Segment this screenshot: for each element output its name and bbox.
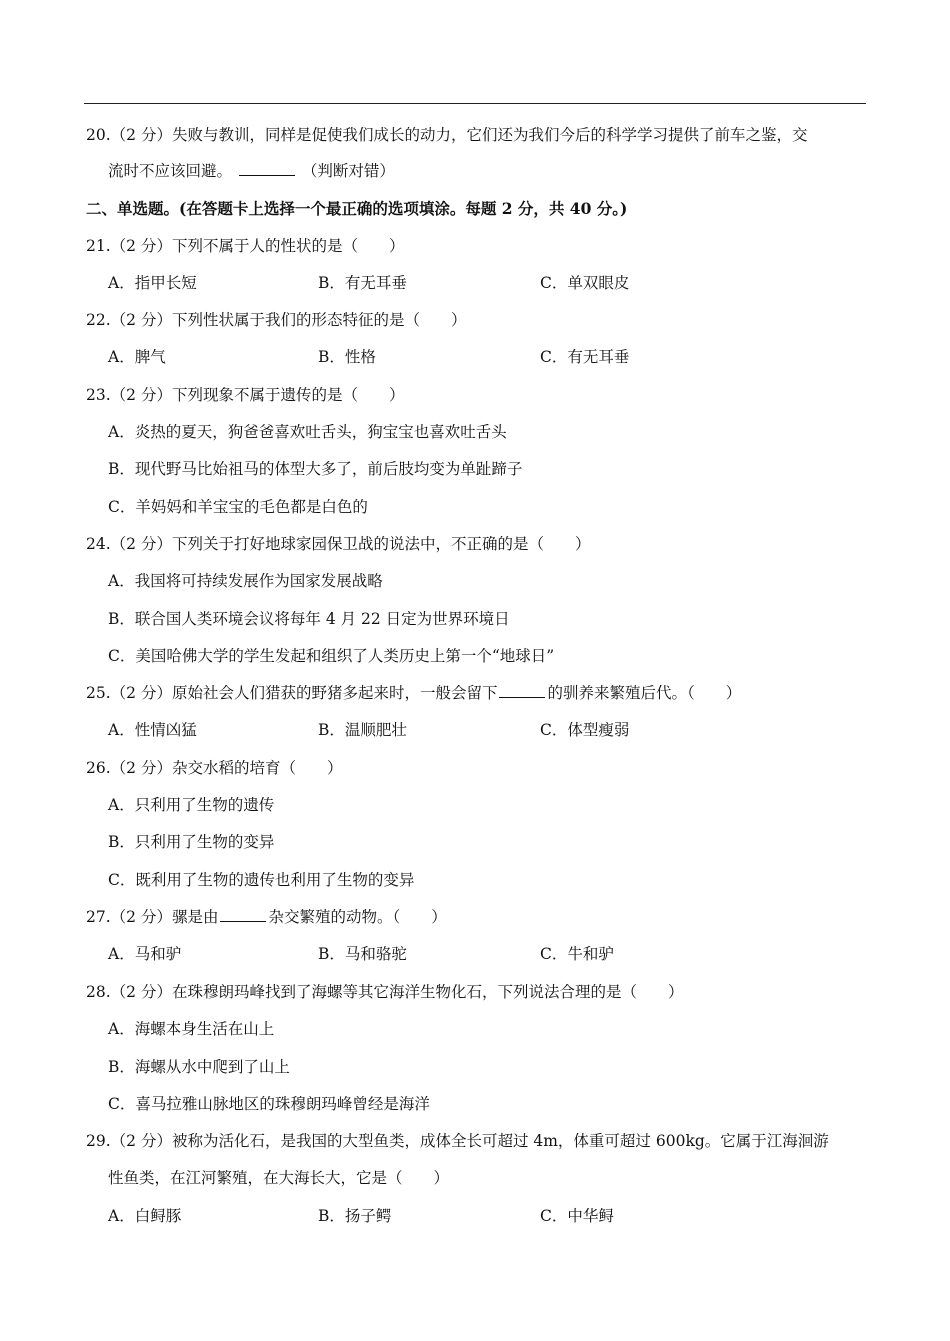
q22-option-c[interactable]: C．有无耳垂	[540, 348, 630, 366]
q27-option-b[interactable]: B．马和骆驼	[318, 945, 407, 963]
q27-option-a[interactable]: A．马和驴	[108, 945, 182, 963]
q22-option-a[interactable]: A．脾气	[108, 348, 166, 366]
q24-option-b[interactable]: B．联合国人类环境会议将每年 4 月 22 日定为世界环境日	[108, 610, 510, 628]
q28-option-b[interactable]: B．海螺从水中爬到了山上	[108, 1058, 290, 1076]
q27-answer-blank	[220, 907, 266, 922]
q27-stem-text: 27.（2 分）骡是由	[86, 908, 219, 926]
q20-line2-text: 流时不应该回避。	[108, 162, 233, 180]
q21-option-b[interactable]: B．有无耳垂	[318, 274, 407, 292]
q28-option-a[interactable]: A．海螺本身生活在山上	[108, 1020, 275, 1038]
q25-stem-text: 25.（2 分）原始社会人们猎获的野猪多起来时，一般会留下	[86, 684, 498, 702]
q26-option-c[interactable]: C．既利用了生物的遗传也利用了生物的变异	[108, 871, 415, 889]
q25-stem-suffix: 的驯养来繁殖后代。（ ）	[547, 684, 742, 702]
q28-option-c[interactable]: C．喜马拉雅山脉地区的珠穆朗玛峰曾经是海洋	[108, 1095, 430, 1113]
section-heading: 二、单选题。(在答题卡上选择一个最正确的选项填涂。每题 2 分，共 40 分。)	[86, 199, 628, 218]
header-rule	[84, 103, 866, 104]
q29-option-b[interactable]: B．扬子鳄	[318, 1207, 392, 1225]
q28-stem: 28.（2 分）在珠穆朗玛峰找到了海螺等其它海洋生物化石，下列说法合理的是（ ）	[86, 983, 684, 1001]
q20-line2-suffix: （判断对错）	[301, 162, 395, 180]
q25-option-a[interactable]: A．性情凶猛	[108, 721, 197, 739]
q25-option-b[interactable]: B．温顺肥壮	[318, 721, 407, 739]
q26-option-a[interactable]: A．只利用了生物的遗传	[108, 796, 275, 814]
q24-option-c[interactable]: C．美国哈佛大学的学生发起和组织了人类历史上第一个“地球日”	[108, 647, 555, 665]
q27-stem	[86, 907, 447, 927]
q26-option-b[interactable]: B．只利用了生物的变异	[108, 833, 275, 851]
q23-option-b[interactable]: B．现代野马比始祖马的体型大多了，前后肢均变为单趾蹄子	[108, 460, 523, 478]
q21-stem: 21.（2 分）下列不属于人的性状的是（ ）	[86, 237, 405, 255]
q24-stem: 24.（2 分）下列关于打好地球家园保卫战的说法中，不正确的是（ ）	[86, 535, 591, 553]
q23-stem: 23.（2 分）下列现象不属于遗传的是（ ）	[86, 386, 405, 404]
q29-line2: 性鱼类，在江河繁殖，在大海长大，它是（ ）	[108, 1169, 450, 1187]
q23-option-a[interactable]: A．炎热的夏天，狗爸爸喜欢吐舌头，狗宝宝也喜欢吐舌头	[108, 423, 507, 441]
q24-option-a[interactable]: A．我国将可持续发展作为国家发展战略	[108, 572, 383, 590]
q26-stem: 26.（2 分）杂交水稻的培育（ ）	[86, 759, 343, 777]
q21-option-c[interactable]: C．单双眼皮	[540, 274, 630, 292]
q25-option-c[interactable]: C．体型瘦弱	[540, 721, 630, 739]
q27-option-c[interactable]: C．牛和驴	[540, 945, 614, 963]
q20-line1: 20.（2 分）失败与教训，同样是促使我们成长的动力，它们还为我们今后的科学学习提供了前车之鉴，交	[86, 126, 808, 144]
q29-option-c[interactable]: C．中华鲟	[540, 1207, 614, 1225]
q25-stem	[86, 683, 741, 703]
q23-option-c[interactable]: C．羊妈妈和羊宝宝的毛色都是白色的	[108, 498, 368, 516]
q29-option-a[interactable]: A．白鲟豚	[108, 1207, 182, 1225]
q21-option-a[interactable]: A．指甲长短	[108, 274, 197, 292]
q20-line2	[108, 161, 395, 181]
q22-stem: 22.（2 分）下列性状属于我们的形态特征的是（ ）	[86, 311, 467, 329]
q29-line1: 29.（2 分）被称为活化石，是我国的大型鱼类，成体全长可超过 4m，体重可超过 600kg。它属于江海洄游	[86, 1132, 829, 1150]
q25-answer-blank	[499, 683, 545, 698]
q22-option-b[interactable]: B．性格	[318, 348, 376, 366]
q27-stem-suffix: 杂交繁殖的动物。（ ）	[268, 908, 447, 926]
q20-answer-blank[interactable]	[239, 161, 295, 176]
